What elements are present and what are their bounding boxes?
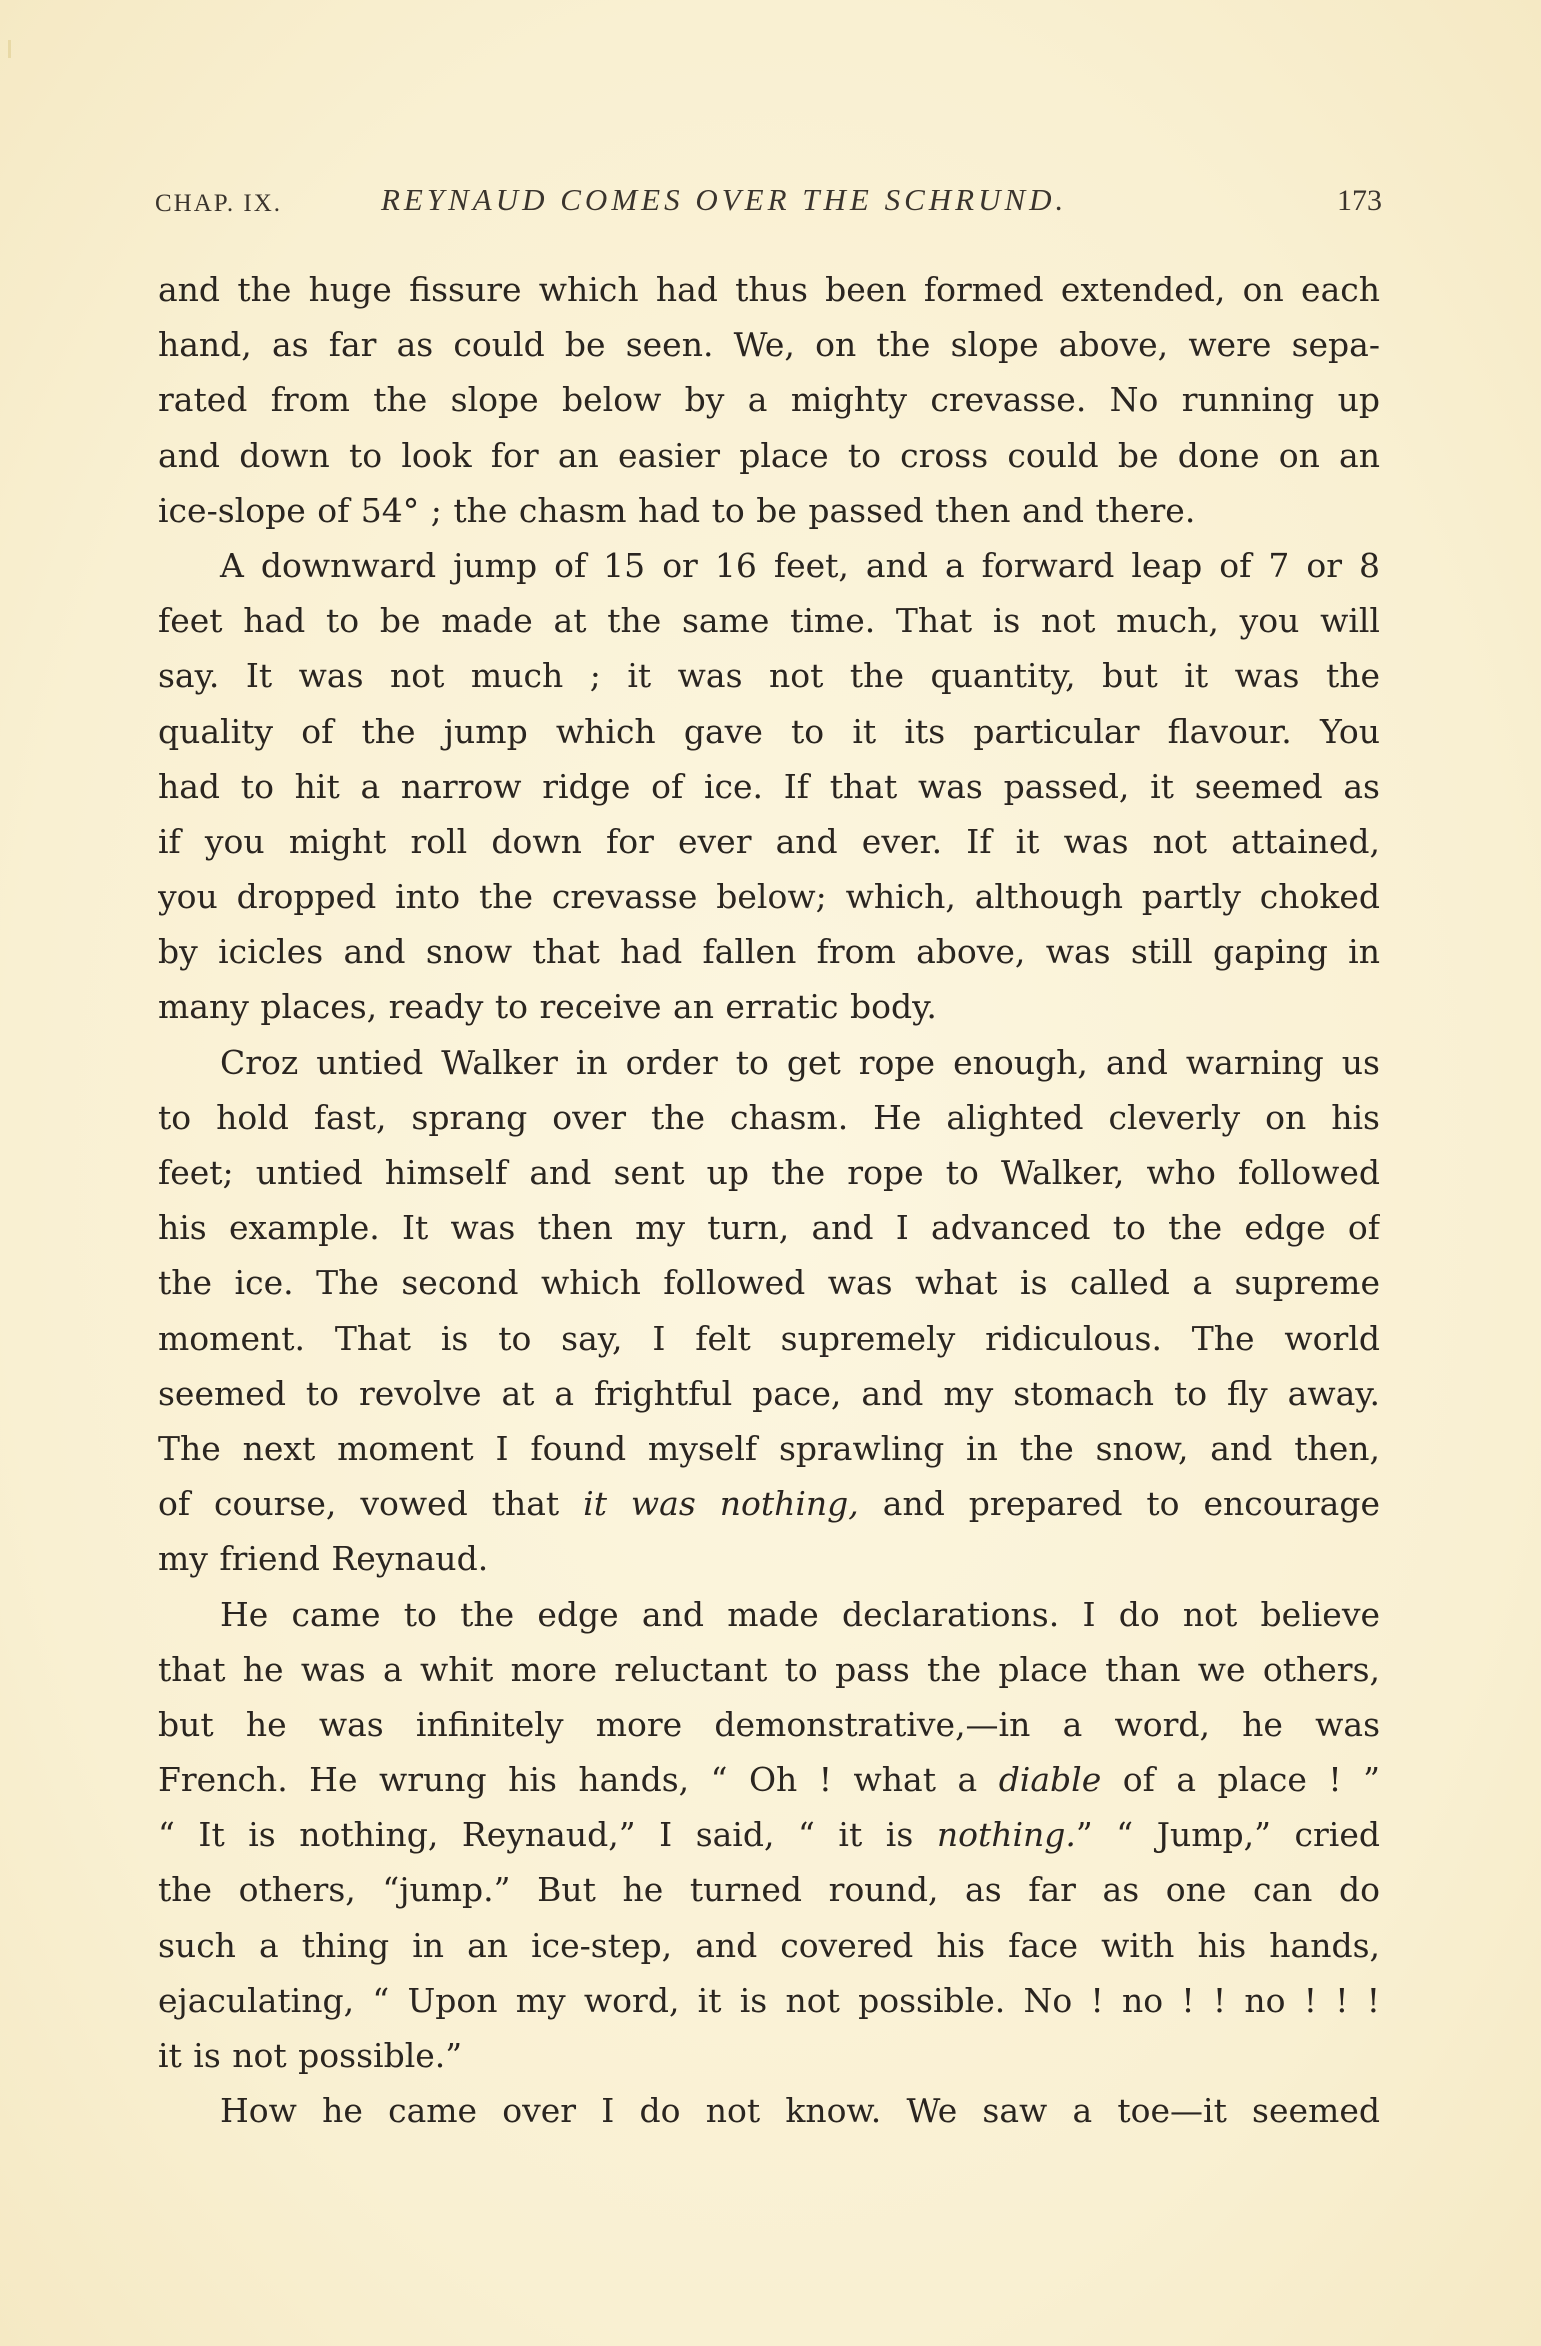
text-line: ejaculating, “ Upon my word, it is not possible. No ! no ! ! no ! ! ! bbox=[158, 1980, 1380, 2020]
text-line: and down to look for an easier place to cross could be done on an bbox=[158, 435, 1380, 475]
text-line: Croz untied Walker in order to get rope enough, and warning us bbox=[220, 1042, 1380, 1082]
text-line: the others, “jump.” But he turned round, as far as one can do bbox=[158, 1870, 1380, 1910]
text-line: feet had to be made at the same time. That is not much, you will bbox=[158, 601, 1380, 641]
text-line: The next moment I found myself sprawling in the snow, and then, bbox=[158, 1428, 1380, 1468]
text-line: hand, as far as could be seen. We, on the slope above, were sepa- bbox=[158, 325, 1380, 365]
text-line: moment. That is to say, I felt supremely ridiculous. The world bbox=[158, 1318, 1380, 1358]
text-line: but he was infinitely more demonstrative,—in a word, he was bbox=[158, 1704, 1380, 1744]
text-line: such a thing in an ice-step, and covered his face with his hands, bbox=[158, 1925, 1380, 1965]
text-line: my friend Reynaud. bbox=[158, 1539, 489, 1579]
italic-text: it was nothing, bbox=[583, 1484, 859, 1524]
page-margin-mark bbox=[8, 40, 11, 58]
text-line: rated from the slope below by a mighty crevasse. No running up bbox=[158, 380, 1380, 420]
text-line: He came to the edge and made declarations. I do not believe bbox=[220, 1594, 1380, 1634]
italic-text: nothing. bbox=[936, 1815, 1076, 1855]
text-line: many places, ready to receive an erratic body. bbox=[158, 987, 937, 1027]
text-line: had to hit a narrow ridge of ice. If that was passed, it seemed as bbox=[158, 766, 1380, 806]
body-text bbox=[158, 262, 1380, 2138]
text-line: quality of the jump which gave to it its particular flavour. You bbox=[158, 711, 1380, 751]
text-line: French. He wrung his hands, “ Oh ! what a diable of a place ! ” bbox=[158, 1760, 1380, 1800]
running-title: REYNAUD COMES OVER THE SCHRUND. bbox=[381, 182, 1068, 217]
text-line: feet; untied himself and sent up the rope to Walker, who followed bbox=[158, 1153, 1380, 1192]
text-line: that he was a whit more reluctant to pass the place than we others, bbox=[158, 1649, 1380, 1689]
text-line: How he came over I do not know. We saw a toe—it seemed bbox=[220, 2091, 1380, 2131]
page-number: 173 bbox=[1337, 184, 1382, 217]
text-line: to hold fast, sprang over the chasm. He alighted cleverly on his bbox=[158, 1097, 1380, 1137]
text-line: you dropped into the crevasse below; which, although partly choked bbox=[158, 877, 1380, 917]
text-line: his example. It was then my turn, and I advanced to the edge of bbox=[158, 1208, 1380, 1248]
italic-text: diable bbox=[998, 1760, 1102, 1800]
text-line: and the huge fissure which had thus been formed extended, on each bbox=[158, 270, 1380, 309]
running-head bbox=[155, 182, 1382, 226]
text-line: “ It is nothing, Reynaud,” I said, “ it is nothing.” “ Jump,” cried bbox=[158, 1815, 1380, 1855]
text-line: it is not possible.” bbox=[158, 2036, 463, 2075]
text-line: A downward jump of 15 or 16 feet, and a forward leap of 7 or 8 bbox=[220, 545, 1380, 585]
text-line: of course, vowed that it was nothing, and prepared to encourage bbox=[158, 1484, 1380, 1524]
text-line: say. It was not much ; it was not the quantity, but it was the bbox=[158, 656, 1380, 696]
text-line: the ice. The second which followed was what is called a supreme bbox=[158, 1263, 1380, 1303]
text-line: ice-slope of 54° ; the chasm had to be passed then and there. bbox=[158, 490, 1196, 530]
text-line: by icicles and snow that had fallen from above, was still gaping in bbox=[158, 932, 1380, 972]
text-line: seemed to revolve at a frightful pace, and my stomach to fly away. bbox=[158, 1373, 1380, 1413]
chapter-label: CHAP. IX. bbox=[155, 190, 283, 217]
text-line: if you might roll down for ever and ever. If it was not attained, bbox=[158, 821, 1380, 861]
